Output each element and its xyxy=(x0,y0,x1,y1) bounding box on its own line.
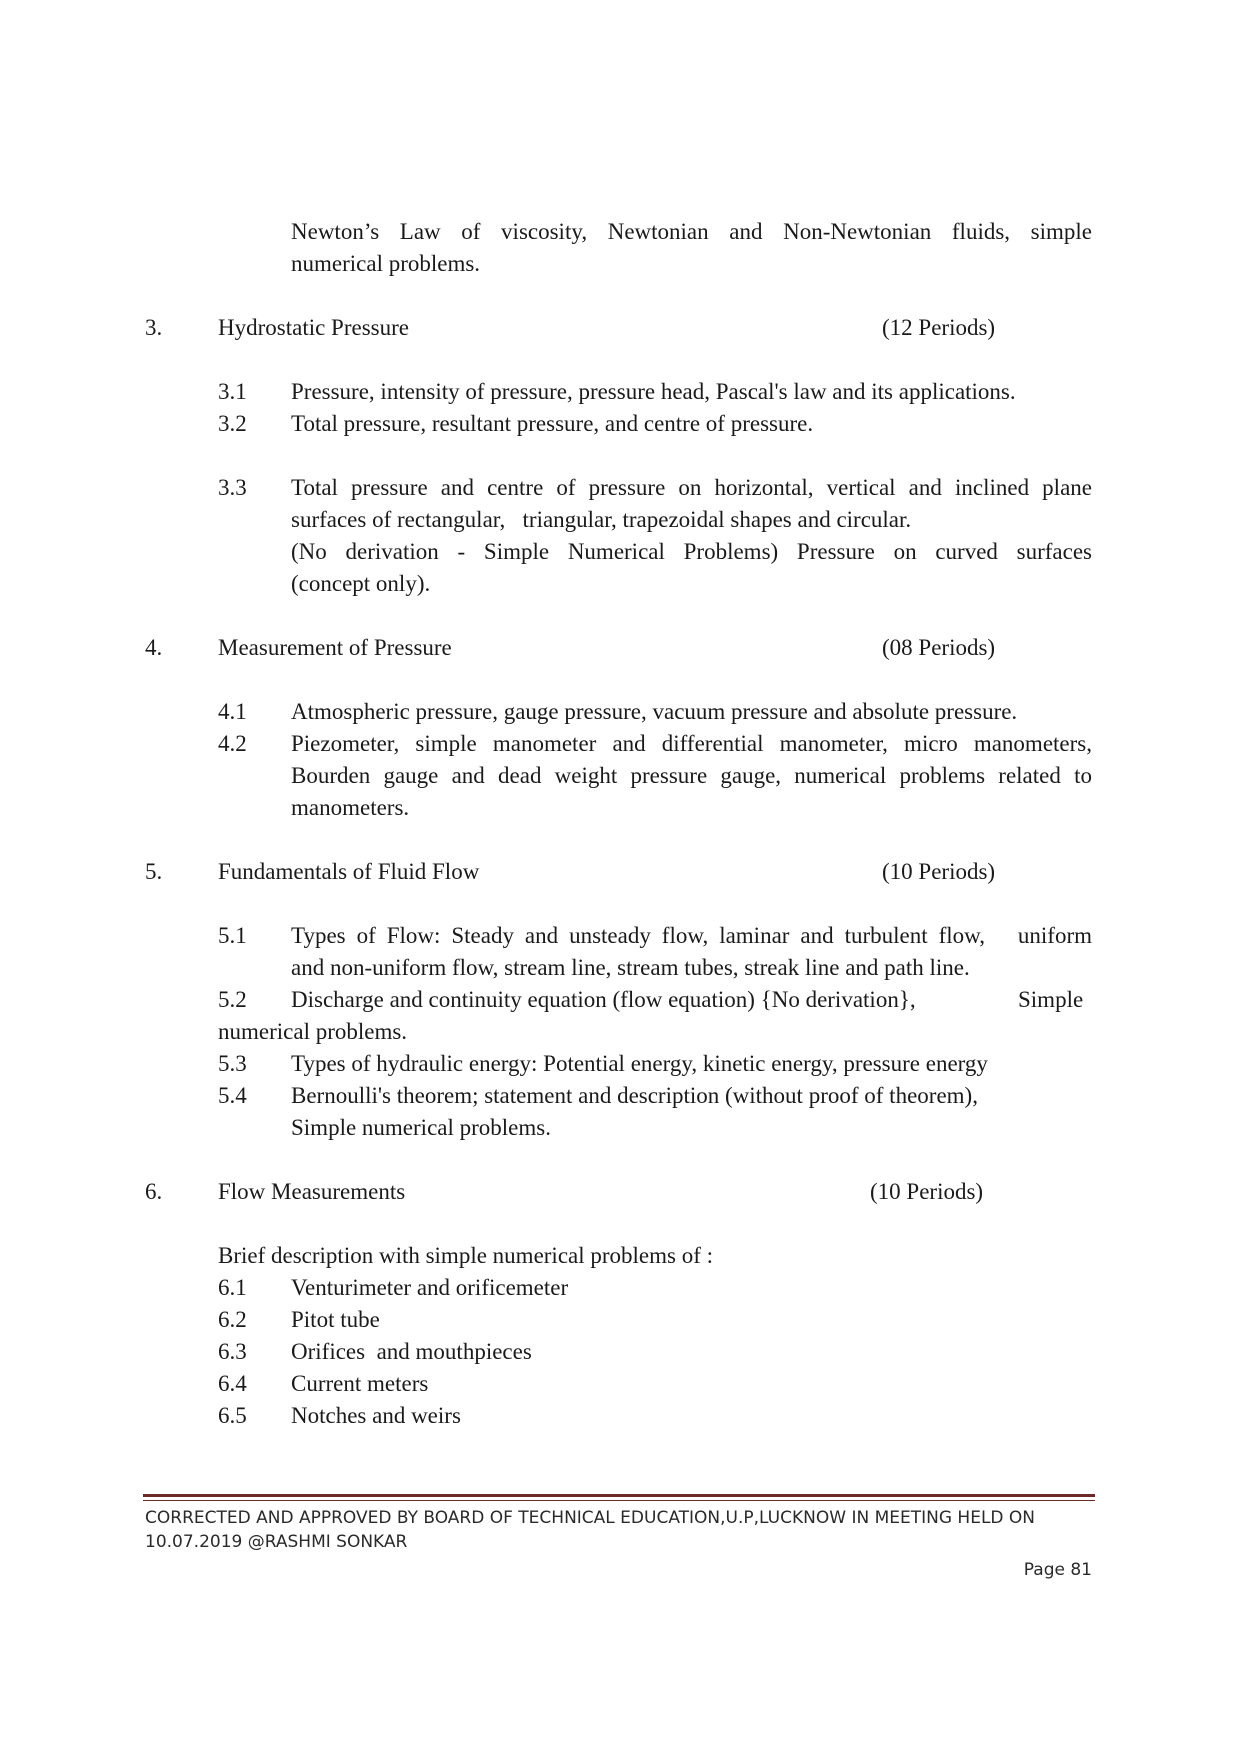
item-number: 6.5 xyxy=(218,1403,247,1428)
section-number: 5. xyxy=(145,859,163,884)
item-text: Simple numerical problems. xyxy=(291,1115,551,1140)
item-text: manometers. xyxy=(291,795,410,820)
footer-rule-thin xyxy=(143,1500,1095,1501)
item-number: 6.4 xyxy=(218,1371,247,1396)
section-title: Flow Measurements xyxy=(218,1179,406,1204)
item-text: Bourden gauge and dead weight pressure gauge, numerical problems related to xyxy=(291,763,1092,788)
item-text: Pressure, intensity of pressure, pressure head, Pascal's law and its applications. xyxy=(291,379,1016,404)
section-periods: (10 Periods) xyxy=(870,1179,984,1204)
item-text: Atmospheric pressure, gauge pressure, vacuum pressure and absolute pressure. xyxy=(291,699,1018,724)
intro-line-2: numerical problems. xyxy=(291,251,481,276)
item-number: 5.3 xyxy=(218,1051,247,1076)
item-text: Current meters xyxy=(291,1371,429,1396)
item-number: 5.4 xyxy=(218,1083,247,1108)
footer-approval-line-2: 10.07.2019 @RASHMI SONKAR xyxy=(145,1532,408,1552)
page-number: Page 81 xyxy=(1023,1560,1092,1580)
item-text: (concept only). xyxy=(291,571,431,596)
item-text: Total pressure and centre of pressure on horizontal, vertical and inclined plane xyxy=(291,475,1092,500)
item-text: (No derivation - Simple Numerical Problems) Pressure on curved surfaces xyxy=(291,539,1092,564)
item-number: 6.1 xyxy=(218,1275,247,1300)
section-title: Fundamentals of Fluid Flow xyxy=(218,859,480,884)
item-number: 3.1 xyxy=(218,379,247,404)
section-number: 3. xyxy=(145,315,163,340)
item-number: 5.1 xyxy=(218,923,247,948)
item-text: Types of Flow: Steady and unsteady flow, laminar and turbulent flow, uniform xyxy=(291,923,1092,948)
footer-approval-line-1: CORRECTED AND APPROVED BY BOARD OF TECHNICAL EDUCATION,U.P,LUCKNOW IN MEETING HELD ON xyxy=(145,1508,1036,1528)
item-number: 4.1 xyxy=(218,699,247,724)
section-number: 4. xyxy=(145,635,163,660)
section-periods: (10 Periods) xyxy=(882,859,996,884)
item-text: Bernoulli's theorem; statement and description (without proof of theorem), xyxy=(291,1083,978,1108)
item-number: 4.2 xyxy=(218,731,247,756)
item-text: Notches and weirs xyxy=(291,1403,461,1428)
section-number: 6. xyxy=(145,1179,163,1204)
item-number: 3.2 xyxy=(218,411,247,436)
footer-rule-thick xyxy=(143,1494,1095,1497)
item-text: Orifices and mouthpieces xyxy=(291,1339,532,1364)
intro-line-1: Newton’s Law of viscosity, Newtonian and Non-Newtonian fluids, simple xyxy=(291,219,1092,244)
section-intro: Brief description with simple numerical problems of : xyxy=(218,1243,714,1268)
section-periods: (08 Periods) xyxy=(882,635,996,660)
item-text: Piezometer, simple manometer and differential manometer, micro manometers, xyxy=(291,731,1092,756)
section-periods: (12 Periods) xyxy=(882,315,996,340)
item-text: Total pressure, resultant pressure, and centre of pressure. xyxy=(291,411,814,436)
item-text: Types of hydraulic energy: Potential energy, kinetic energy, pressure energy xyxy=(291,1051,988,1076)
section-title: Measurement of Pressure xyxy=(218,635,452,660)
item-text: Venturimeter and orificemeter xyxy=(291,1275,569,1300)
item-text: surfaces of rectangular, triangular, trapezoidal shapes and circular. xyxy=(291,507,912,532)
item-text: Simple xyxy=(1018,987,1084,1012)
item-number: 6.2 xyxy=(218,1307,247,1332)
item-number: 3.3 xyxy=(218,475,247,500)
item-text: and non-uniform flow, stream line, stream tubes, streak line and path line. xyxy=(291,955,970,980)
item-text: numerical problems. xyxy=(218,1019,408,1044)
item-number: 6.3 xyxy=(218,1339,247,1364)
section-title: Hydrostatic Pressure xyxy=(218,315,409,340)
item-text: Pitot tube xyxy=(291,1307,380,1332)
item-number: 5.2 xyxy=(218,987,247,1012)
item-text: Discharge and continuity equation (flow equation) {No derivation}, xyxy=(291,987,916,1012)
